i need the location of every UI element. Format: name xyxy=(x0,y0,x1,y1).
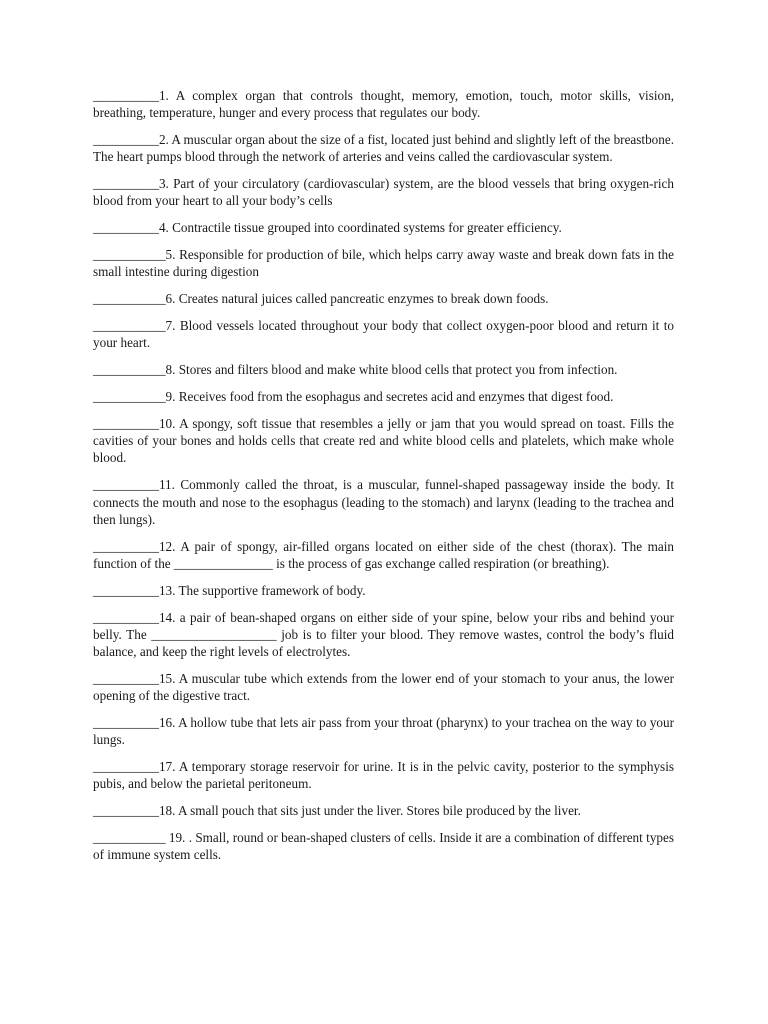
question-1: __________1. A complex organ that controls thought, memory, emotion, touch, motor skills, vision, breathing, temperature, hunger and every process that regulates our body. xyxy=(93,88,674,121)
question-5: ___________5. Responsible for production of bile, which helps carry away waste and break down fats in the small intestine during digestion xyxy=(93,247,674,280)
question-6: ___________6. Creates natural juices called pancreatic enzymes to break down foods. xyxy=(93,291,549,307)
question-16: __________16. A hollow tube that lets air pass from your throat (pharynx) to your trachea on the way to your lungs. xyxy=(93,715,674,748)
question-13: __________13. The supportive framework of body. xyxy=(93,582,366,598)
question-4: __________4. Contractile tissue grouped into coordinated systems for greater efficiency. xyxy=(93,220,562,236)
question-3: __________3. Part of your circulatory (cardiovascular) system, are the blood vessels that bring oxygen-rich blood from your heart to all your body’s cells xyxy=(93,176,674,209)
question-11: __________11. Commonly called the throat, is a muscular, funnel-shaped passageway inside the body. It connects the mouth and nose to the esophagus (leading to the stomach) and larynx (leading to the trachea and then lungs). xyxy=(93,477,674,527)
worksheet xyxy=(93,87,674,873)
question-18: __________18. A small pouch that sits just under the liver. Stores bile produced by the liver. xyxy=(93,803,581,819)
question-19: ___________ 19. . Small, round or bean-shaped clusters of cells. Inside it are a combination of different types of immune system cells. xyxy=(93,830,674,863)
question-9: ___________9. Receives food from the esophagus and secretes acid and enzymes that digest food. xyxy=(93,389,614,405)
question-10: __________10. A spongy, soft tissue that resembles a jelly or jam that you would spread on toast. Fills the cavities of your bones and holds cells that create red and white blood cells and platelets, which make whole blood. xyxy=(93,416,674,466)
question-17: __________17. A temporary storage reservoir for urine. It is in the pelvic cavity, posterior to the symphysis pubis, and below the parietal peritoneum. xyxy=(93,759,674,792)
question-8: ___________8. Stores and filters blood and make white blood cells that protect you from infection. xyxy=(93,362,618,378)
question-12: __________12. A pair of spongy, air-filled organs located on either side of the chest (thorax). The main function of the _______________ is the process of gas exchange called respiration (or breathing). xyxy=(93,538,674,571)
question-2: __________2. A muscular organ about the size of a fist, located just behind and slightly left of the breastbone. The heart pumps blood through the network of arteries and veins called the cardiovascular system. xyxy=(93,132,674,165)
question-7: ___________7. Blood vessels located throughout your body that collect oxygen-poor blood and return it to your heart. xyxy=(93,318,674,351)
question-15: __________15. A muscular tube which extends from the lower end of your stomach to your anus, the lower opening of the digestive tract. xyxy=(93,670,674,704)
question-14: __________14. a pair of bean-shaped organs on either side of your spine, below your ribs and behind your belly. The ___________________ job is to filter your blood. They remove wastes, control the body’s fluid balance, and keep the right levels of electrolytes. xyxy=(93,609,674,660)
